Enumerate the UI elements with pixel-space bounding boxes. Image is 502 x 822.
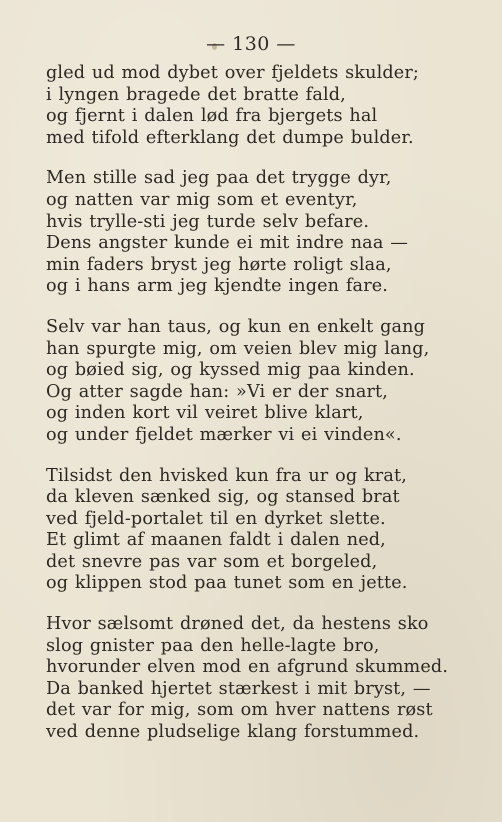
stanza-4	[46, 466, 486, 596]
stanza-2	[46, 168, 486, 298]
stanza-1	[46, 63, 486, 149]
poem-line: og fjernt i dalen lød fra bjergets hal	[46, 106, 378, 127]
poem-line: det snevre pas var som et borgeled,	[46, 551, 378, 572]
poem-line: det var for mig, som om hver nattens røst	[46, 700, 433, 721]
poem-body	[46, 63, 486, 763]
poem-line: Dens angster kunde ei mit indre naa —	[46, 233, 408, 254]
poem-line: og under fjeldet mærker vi ei vinden«.	[46, 424, 402, 445]
poem-line: da kleven sænked sig, og stansed brat	[46, 487, 400, 508]
poem-line: Men stille sad jeg paa det trygge dyr,	[46, 168, 392, 189]
poem-line: med tifold efterklang det dumpe bulder.	[46, 127, 414, 148]
poem-line: Et glimt af maanen faldt i dalen ned,	[46, 530, 386, 551]
poem-line: Og atter sagde han: »Vi er der snart,	[46, 381, 388, 402]
poem-line: ved fjeld-portalet til en dyrket slette.	[46, 508, 386, 529]
poem-line: Tilsidst den hvisked kun fra ur og krat,	[46, 465, 407, 486]
poem-line: gled ud mod dybet over fjeldets skulder;	[46, 63, 419, 83]
poem-line: og bøied sig, og kyssed mig paa kinden.	[46, 360, 415, 381]
stanza-5	[46, 614, 486, 744]
page-number: — 130 —	[206, 33, 296, 55]
poem-line: slog gnister paa den helle-lagte bro,	[46, 635, 380, 656]
stanza-3	[46, 317, 486, 447]
poem-line: min faders bryst jeg hørte roligt slaa,	[46, 254, 392, 275]
poem-line: Da banked hjertet stærkest i mit bryst, —	[46, 678, 431, 699]
poem-line: og i hans arm jeg kjendte ingen fare.	[46, 276, 389, 297]
poem-line: i lyngen bragede det bratte fald,	[46, 84, 346, 105]
poem-line: og inden kort vil veiret blive klart,	[46, 403, 364, 424]
poem-line: og natten var mig som et eventyr,	[46, 189, 358, 210]
poem-line: Hvor sælsomt drøned det, da hestens sko	[46, 614, 429, 635]
poem-line: Selv var han taus, og kun en enkelt gang	[46, 316, 426, 337]
poem-line: han spurgte mig, om veien blev mig lang,	[46, 338, 430, 359]
poem-line: hvis trylle-sti jeg turde selv befare.	[46, 211, 370, 232]
poem-line: hvorunder elven mod en afgrund skummed.	[46, 657, 449, 678]
poem-line: ved denne pludselige klang forstummed.	[46, 722, 420, 743]
poem-line: og klippen stod paa tunet som en jette.	[46, 573, 408, 594]
